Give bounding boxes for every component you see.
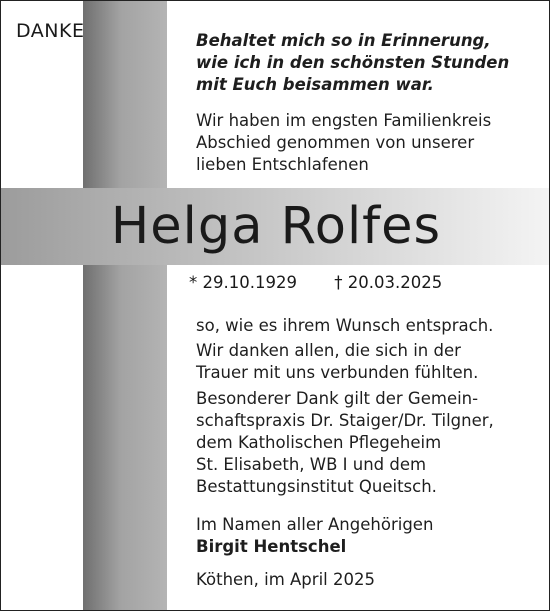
- place-date: [196, 569, 375, 591]
- intro-text: [196, 110, 491, 176]
- intro-line: Abschied genommen von unserer: [196, 133, 475, 152]
- special-thanks-line: schaftspraxis Dr. Staiger/Dr. Tilgner,: [196, 411, 494, 430]
- wish-line: so, wie es ihrem Wunsch entsprach.: [196, 316, 494, 335]
- death-date: † 20.03.2025: [334, 273, 443, 292]
- thanks-text: [196, 340, 478, 384]
- place-date-line: Köthen, im April 2025: [196, 570, 375, 589]
- closing-block: [196, 514, 433, 558]
- special-thanks-line: St. Elisabeth, WB I und dem: [196, 455, 427, 474]
- verse-line: Behaltet mich so in Erinnerung,: [196, 31, 491, 50]
- special-thanks-line: dem Katholischen Pflegeheim: [196, 433, 442, 452]
- verse-line: mit Euch beisammen war.: [196, 75, 434, 94]
- verse-line: wie ich in den schönsten Stunden: [196, 53, 510, 72]
- special-thanks-text: [196, 388, 494, 498]
- intro-line: Wir haben im engsten Familienkreis: [196, 111, 492, 130]
- thanks-line: Wir danken allen, die sich in der: [196, 341, 461, 360]
- birth-date: * 29.10.1929: [189, 273, 297, 292]
- special-thanks-line: Besonderer Dank gilt der Gemein-: [196, 389, 479, 408]
- deceased-name: Helga Rolfes: [110, 197, 442, 256]
- cross-vertical-beam: [83, 1, 167, 611]
- intro-line: lieben Entschlafenen: [196, 155, 369, 174]
- thanks-line: Trauer mit uns verbunden fühlten.: [196, 363, 479, 382]
- life-dates: [189, 273, 442, 292]
- closing-line: Im Namen aller Angehörigen: [196, 515, 434, 534]
- signer-name: Birgit Hentschel: [196, 537, 347, 556]
- special-thanks-line: Bestattungsinstitut Queitsch.: [196, 477, 437, 496]
- verse: [196, 30, 509, 96]
- wish-text: [196, 315, 493, 337]
- notice-type-label: DANKE: [16, 20, 85, 42]
